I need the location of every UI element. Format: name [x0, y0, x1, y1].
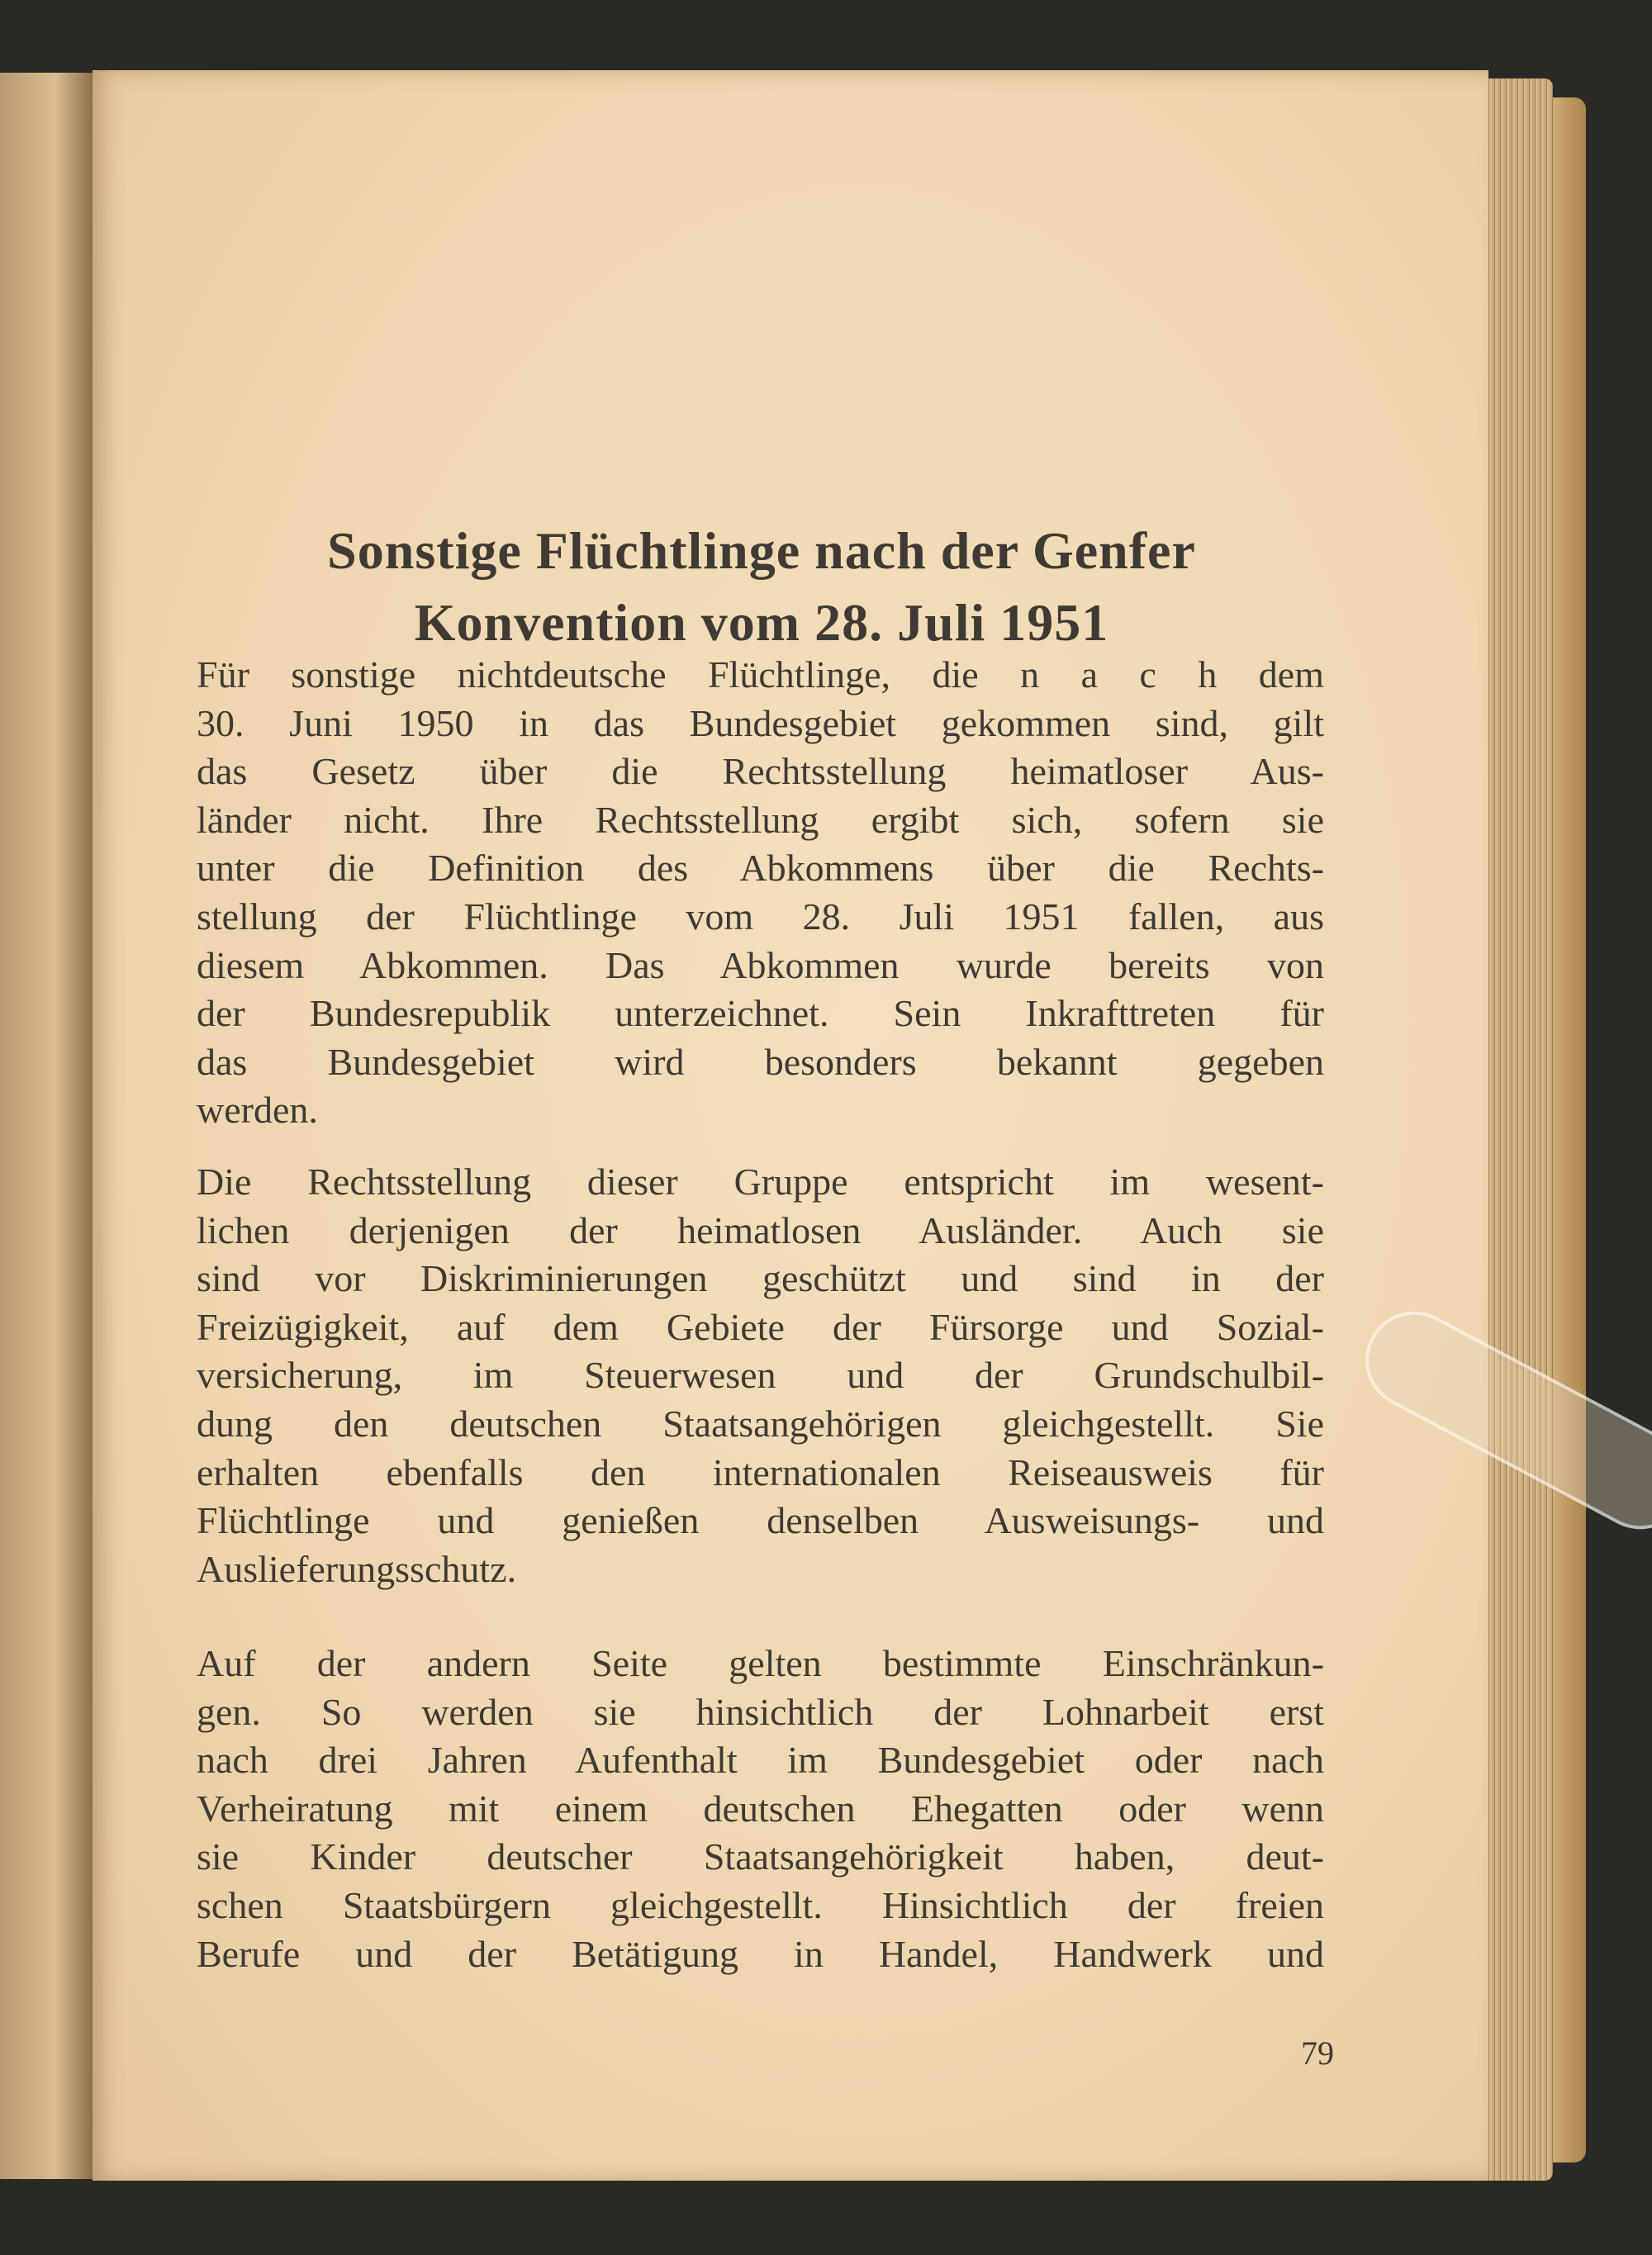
text-line: Flüchtlinge und genießen denselben Ausweisungs- und [197, 1499, 1324, 1542]
left-page-edge [0, 73, 93, 2179]
text-line: Auslieferungsschutz. [197, 1547, 517, 1590]
text-line: das Bundesgebiet wird besonders bekannt gegeben [197, 1040, 1324, 1083]
text-line: 30. Juni 1950 in das Bundesgebiet gekommen sind, gilt [197, 701, 1324, 744]
text-line: Verheiratung mit einem deutschen Ehegatten oder wenn [197, 1787, 1324, 1830]
text-line: Für sonstige nichtdeutsche Flüchtlinge, die n a c h dem [197, 653, 1324, 695]
paragraph-1 [197, 651, 1324, 1135]
chapter-title-line-1: Sonstige Flüchtlinge nach der Genfer [327, 521, 1196, 580]
text-line: unter die Definition des Abkommens über die Rechts- [197, 847, 1324, 890]
text-line: gen. So werden sie hinsichtlich der Lohnarbeit erst [197, 1690, 1324, 1733]
text-line: versicherung, im Steuerwesen und der Grundschulbil- [197, 1354, 1324, 1397]
paragraph-2 [197, 1158, 1324, 1593]
text-line: Die Rechtsstellung dieser Gruppe entspricht im wesent- [197, 1161, 1324, 1203]
text-line: sie Kinder deutscher Staatsangehörigkeit haben, deut- [197, 1835, 1324, 1878]
text-line: diesem Abkommen. Das Abkommen wurde bereits von [197, 943, 1324, 986]
text-line: sind vor Diskriminierungen geschützt und sind in der [197, 1257, 1324, 1300]
text-line: lichen derjenigen der heimatlosen Ausländer. Auch sie [197, 1208, 1324, 1251]
text-line: nach drei Jahren Aufenthalt im Bundesgebiet oder nach [197, 1739, 1324, 1782]
text-line: das Gesetz über die Rechtsstellung heimatloser Aus- [197, 750, 1324, 793]
text-line: erhalten ebenfalls den internationalen Reiseausweis für [197, 1450, 1324, 1493]
text-line: Auf der andern Seite gelten bestimmte Einschränkun- [197, 1642, 1324, 1684]
text-line: länder nicht. Ihre Rechtsstellung ergibt sich, sofern sie [197, 798, 1324, 841]
text-line: dung den deutschen Staatsangehörigen gleichgestellt. Sie [197, 1402, 1324, 1445]
text-line: stellung der Flüchtlinge vom 28. Juli 1951 fallen, aus [197, 895, 1324, 938]
paragraph-3 [197, 1640, 1324, 1978]
page-number: 79 [1301, 2034, 1334, 2072]
text-line: schen Staatsbürgern gleichgestellt. Hinsichtlich der freien [197, 1883, 1324, 1926]
text-line: werden. [197, 1089, 318, 1132]
text-line: Berufe und der Betätigung in Handel, Handwerk und [197, 1932, 1324, 1975]
chapter-title-line-2: Konvention vom 28. Juli 1951 [414, 593, 1109, 652]
text-line: der Bundesrepublik unterzeichnet. Sein Inkrafttreten für [197, 992, 1324, 1035]
text-line: Freizügigkeit, auf dem Gebiete der Fürsorge und Sozial- [197, 1305, 1324, 1348]
